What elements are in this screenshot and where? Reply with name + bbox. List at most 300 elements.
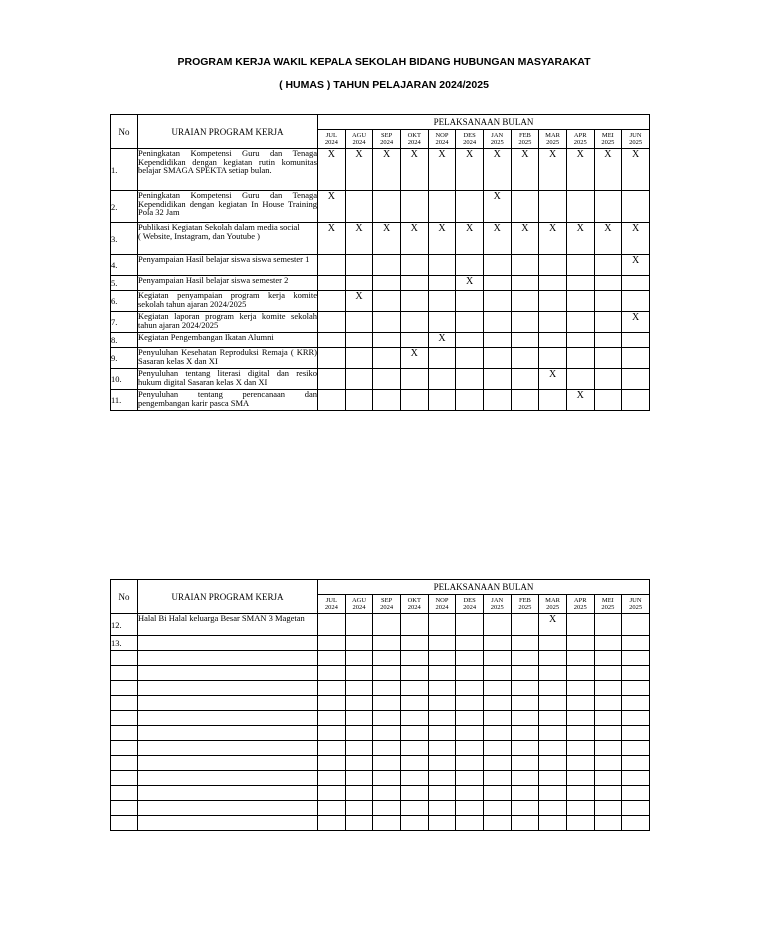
month-name: DES (463, 597, 476, 604)
row-number (111, 786, 138, 801)
month-mark-cell (373, 726, 401, 741)
month-mark-cell (400, 786, 428, 801)
month-year: 2024 (352, 139, 366, 146)
month-mark-cell (345, 756, 373, 771)
month-mark-cell: X (483, 223, 511, 255)
month-header (373, 130, 401, 149)
month-mark-cell (456, 651, 484, 666)
month-mark-cell (456, 333, 484, 348)
month-mark-cell (539, 255, 567, 276)
month-mark-cell (483, 756, 511, 771)
row-number (111, 771, 138, 786)
month-mark-cell: X (483, 191, 511, 223)
month-mark-cell (566, 255, 594, 276)
month-mark-cell (483, 636, 511, 651)
month-name: OKT (407, 132, 421, 139)
month-mark-cell (539, 756, 567, 771)
month-header (566, 595, 594, 614)
row-description: Peningkatan Kompetensi Guru dan Tenaga Kependidikan dengan kegiatan In House Training Pola 32 Jam (138, 191, 318, 223)
month-mark-cell (373, 369, 401, 390)
month-mark-cell (483, 333, 511, 348)
month-mark-cell (318, 711, 346, 726)
month-mark-cell (511, 696, 539, 711)
month-mark-cell (373, 276, 401, 291)
month-mark-cell (400, 276, 428, 291)
month-mark-cell: X (539, 614, 567, 636)
month-header (483, 595, 511, 614)
month-year: 2024 (324, 139, 338, 146)
month-mark-cell (373, 312, 401, 333)
month-mark-cell (566, 369, 594, 390)
month-name: MAR (545, 597, 560, 604)
row-number (111, 696, 138, 711)
row-description: Penyampaian Hasil belajar siswa semester 2 (138, 276, 318, 291)
month-mark-cell (345, 771, 373, 786)
month-mark-cell (483, 726, 511, 741)
month-mark-cell: X (318, 223, 346, 255)
month-header (400, 595, 428, 614)
month-header (566, 130, 594, 149)
month-mark-cell (566, 636, 594, 651)
month-header (622, 595, 650, 614)
month-mark-cell (318, 255, 346, 276)
month-mark-cell (566, 291, 594, 312)
month-year: 2024 (380, 139, 394, 146)
month-year: 2025 (601, 604, 615, 611)
month-mark-cell (428, 786, 456, 801)
month-mark-cell (456, 614, 484, 636)
month-year: 2025 (546, 139, 560, 146)
month-header (539, 130, 567, 149)
month-mark-cell (566, 312, 594, 333)
row-description (138, 636, 318, 651)
header-no: No (111, 115, 138, 149)
month-mark-cell (539, 816, 567, 831)
month-mark-cell (594, 756, 622, 771)
month-name: MEI (601, 597, 614, 604)
month-header (456, 130, 484, 149)
month-mark-cell (594, 771, 622, 786)
month-mark-cell (345, 369, 373, 390)
month-mark-cell: X (345, 291, 373, 312)
month-mark-cell: X (373, 149, 401, 191)
month-header (318, 130, 346, 149)
row-description: Penyampaian Hasil belajar siswa siswa semester 1 (138, 255, 318, 276)
month-mark-cell (483, 696, 511, 711)
month-mark-cell (622, 333, 650, 348)
month-mark-cell (566, 276, 594, 291)
month-mark-cell (483, 741, 511, 756)
month-mark-cell (622, 614, 650, 636)
month-mark-cell (373, 801, 401, 816)
month-mark-cell (622, 191, 650, 223)
table-row (111, 711, 650, 726)
month-name: SEP (381, 132, 393, 139)
month-mark-cell (511, 651, 539, 666)
month-mark-cell: X (456, 223, 484, 255)
month-mark-cell (622, 681, 650, 696)
month-mark-cell (566, 666, 594, 681)
month-mark-cell (539, 711, 567, 726)
table-row (111, 223, 650, 255)
header-pelaksanaan: PELAKSANAAN BULAN (318, 115, 650, 130)
month-mark-cell (539, 312, 567, 333)
row-description: Halal Bi Halal keluarga Besar SMAN 3 Magetan (138, 614, 318, 636)
month-mark-cell (539, 741, 567, 756)
document-subtitle: ( HUMAS ) TAHUN PELAJARAN 2024/2025 (279, 79, 489, 91)
month-mark-cell (345, 681, 373, 696)
month-mark-cell (622, 348, 650, 369)
month-mark-cell (566, 711, 594, 726)
row-description (138, 681, 318, 696)
month-name: JUL (325, 132, 337, 139)
month-mark-cell (428, 255, 456, 276)
month-mark-cell (594, 348, 622, 369)
month-header (539, 595, 567, 614)
header-row (111, 580, 650, 595)
program-table-1 (110, 114, 650, 411)
row-description (138, 726, 318, 741)
month-mark-cell (373, 786, 401, 801)
month-mark-cell (373, 636, 401, 651)
month-mark-cell (594, 786, 622, 801)
month-mark-cell (318, 651, 346, 666)
month-mark-cell (566, 333, 594, 348)
month-mark-cell (345, 191, 373, 223)
month-mark-cell (345, 741, 373, 756)
month-header (345, 130, 373, 149)
row-description: Peningkatan Kompetensi Guru dan Tenaga Kependidikan dengan kegiatan rutin komunitas belajar SMAGA SPEKTA setiap bulan. (138, 149, 318, 191)
month-mark-cell (622, 786, 650, 801)
row-number: 2. (111, 191, 138, 223)
month-mark-cell (345, 666, 373, 681)
month-mark-cell (428, 636, 456, 651)
month-mark-cell (594, 333, 622, 348)
month-mark-cell (511, 636, 539, 651)
month-mark-cell (483, 291, 511, 312)
table-row (111, 801, 650, 816)
month-mark-cell (483, 614, 511, 636)
month-mark-cell (511, 666, 539, 681)
month-mark-cell (428, 816, 456, 831)
month-mark-cell (622, 276, 650, 291)
month-mark-cell (428, 614, 456, 636)
month-mark-cell (345, 614, 373, 636)
month-year: 2025 (490, 604, 504, 611)
month-mark-cell (511, 312, 539, 333)
row-number: 3. (111, 223, 138, 255)
month-year: 2024 (463, 604, 477, 611)
month-mark-cell (345, 801, 373, 816)
month-mark-cell (373, 711, 401, 726)
month-header (456, 595, 484, 614)
month-mark-cell (483, 681, 511, 696)
row-number: 10. (111, 369, 138, 390)
row-number: 5. (111, 276, 138, 291)
month-mark-cell (400, 726, 428, 741)
month-header (594, 595, 622, 614)
month-mark-cell (594, 369, 622, 390)
month-mark-cell (373, 756, 401, 771)
month-mark-cell: X (345, 149, 373, 191)
month-name: FEB (518, 597, 531, 604)
month-mark-cell (456, 369, 484, 390)
month-name: MEI (601, 132, 614, 139)
month-mark-cell: X (318, 191, 346, 223)
row-number (111, 756, 138, 771)
month-name: NOP (435, 597, 449, 604)
month-mark-cell (456, 711, 484, 726)
month-mark-cell (318, 741, 346, 756)
month-mark-cell (566, 756, 594, 771)
month-mark-cell: X (483, 149, 511, 191)
month-header (373, 595, 401, 614)
month-mark-cell (483, 369, 511, 390)
month-mark-cell (428, 191, 456, 223)
month-year: 2025 (629, 604, 643, 611)
month-mark-cell: X (400, 348, 428, 369)
month-header (511, 595, 539, 614)
month-mark-cell (318, 696, 346, 711)
table-row (111, 681, 650, 696)
row-description (138, 696, 318, 711)
month-mark-cell (428, 741, 456, 756)
month-mark-cell (373, 816, 401, 831)
month-mark-cell (345, 636, 373, 651)
month-mark-cell (345, 651, 373, 666)
month-mark-cell (428, 801, 456, 816)
month-mark-cell (566, 816, 594, 831)
table-row (111, 149, 650, 191)
month-mark-cell (566, 681, 594, 696)
month-mark-cell (400, 651, 428, 666)
month-name: FEB (518, 132, 531, 139)
header-no: No (111, 580, 138, 614)
month-name: JUN (629, 132, 642, 139)
month-name: JAN (491, 597, 504, 604)
month-mark-cell (456, 191, 484, 223)
row-description (138, 711, 318, 726)
month-mark-cell (373, 291, 401, 312)
month-header (622, 130, 650, 149)
month-name: OKT (407, 597, 421, 604)
month-header (345, 595, 373, 614)
month-mark-cell: X (400, 149, 428, 191)
month-name: AGU (351, 597, 367, 604)
month-mark-cell (428, 756, 456, 771)
month-mark-cell: X (622, 255, 650, 276)
month-header (428, 130, 456, 149)
month-mark-cell (400, 711, 428, 726)
month-mark-cell: X (345, 223, 373, 255)
row-number (111, 726, 138, 741)
table-row (111, 312, 650, 333)
month-mark-cell (318, 369, 346, 390)
month-mark-cell: X (539, 369, 567, 390)
table-row (111, 291, 650, 312)
month-mark-cell (594, 651, 622, 666)
month-mark-cell (318, 666, 346, 681)
row-number (111, 651, 138, 666)
month-mark-cell (456, 756, 484, 771)
month-mark-cell (539, 696, 567, 711)
month-mark-cell (511, 756, 539, 771)
month-mark-cell (622, 711, 650, 726)
month-mark-cell: X (456, 276, 484, 291)
row-number: 1. (111, 149, 138, 191)
month-mark-cell: X (373, 223, 401, 255)
month-mark-cell (345, 390, 373, 411)
month-mark-cell: X (400, 223, 428, 255)
month-mark-cell (428, 291, 456, 312)
table-row (111, 771, 650, 786)
month-header (483, 130, 511, 149)
month-mark-cell (400, 756, 428, 771)
row-number (111, 681, 138, 696)
month-mark-cell (511, 771, 539, 786)
table-row (111, 390, 650, 411)
month-mark-cell (539, 666, 567, 681)
month-mark-cell (594, 276, 622, 291)
month-mark-cell (373, 771, 401, 786)
month-mark-cell (400, 816, 428, 831)
row-description (138, 756, 318, 771)
month-mark-cell (511, 801, 539, 816)
month-mark-cell (456, 741, 484, 756)
header-row (111, 115, 650, 130)
month-mark-cell: X (566, 223, 594, 255)
month-mark-cell (400, 741, 428, 756)
month-mark-cell (594, 741, 622, 756)
month-mark-cell (539, 771, 567, 786)
month-mark-cell (594, 696, 622, 711)
month-header (318, 595, 346, 614)
month-mark-cell (483, 390, 511, 411)
month-name: AGU (351, 132, 367, 139)
month-mark-cell (622, 756, 650, 771)
month-mark-cell: X (539, 223, 567, 255)
month-year: 2025 (490, 139, 504, 146)
month-mark-cell (511, 786, 539, 801)
row-description: Kegiatan penyampaian program kerja komite sekolah tahun ajaran 2024/2025 (138, 291, 318, 312)
month-mark-cell (594, 726, 622, 741)
month-mark-cell: X (511, 223, 539, 255)
table-row (111, 816, 650, 831)
month-mark-cell (539, 390, 567, 411)
month-mark-cell (373, 614, 401, 636)
row-description (138, 651, 318, 666)
row-description (138, 666, 318, 681)
month-mark-cell (400, 255, 428, 276)
month-year: 2025 (573, 139, 587, 146)
month-mark-cell (373, 191, 401, 223)
month-mark-cell (428, 390, 456, 411)
month-mark-cell (373, 741, 401, 756)
month-mark-cell (622, 816, 650, 831)
month-mark-cell (318, 786, 346, 801)
month-mark-cell: X (622, 223, 650, 255)
month-mark-cell (511, 711, 539, 726)
month-name: NOP (435, 132, 449, 139)
table-row (111, 786, 650, 801)
month-mark-cell (511, 390, 539, 411)
month-mark-cell (622, 666, 650, 681)
row-number: 7. (111, 312, 138, 333)
month-mark-cell (511, 369, 539, 390)
row-description (138, 771, 318, 786)
month-year: 2025 (518, 139, 532, 146)
month-mark-cell: X (594, 149, 622, 191)
month-mark-cell (539, 726, 567, 741)
month-mark-cell (566, 696, 594, 711)
month-mark-cell (345, 786, 373, 801)
row-number (111, 711, 138, 726)
month-mark-cell (456, 636, 484, 651)
month-mark-cell (511, 726, 539, 741)
month-mark-cell (400, 369, 428, 390)
month-mark-cell (400, 390, 428, 411)
month-mark-cell (622, 726, 650, 741)
month-mark-cell (511, 255, 539, 276)
month-mark-cell (428, 276, 456, 291)
month-mark-cell (373, 390, 401, 411)
month-mark-cell (456, 666, 484, 681)
table-row (111, 276, 650, 291)
month-mark-cell (345, 333, 373, 348)
row-number (111, 666, 138, 681)
month-mark-cell (566, 726, 594, 741)
month-mark-cell (594, 666, 622, 681)
month-mark-cell (483, 711, 511, 726)
table-row (111, 191, 650, 223)
month-mark-cell (566, 786, 594, 801)
row-description: Penyuluhan tentang literasi digital dan resiko hukum digital Sasaran kelas X dan XI (138, 369, 318, 390)
month-mark-cell (345, 276, 373, 291)
month-mark-cell (456, 801, 484, 816)
month-mark-cell (373, 696, 401, 711)
month-year: 2025 (601, 139, 615, 146)
month-mark-cell (566, 651, 594, 666)
month-header (594, 130, 622, 149)
month-mark-cell (373, 333, 401, 348)
month-mark-cell (400, 191, 428, 223)
month-mark-cell (539, 276, 567, 291)
month-mark-cell (566, 614, 594, 636)
row-description: Publikasi Kegiatan Sekolah dalam media social ( Website, Instagram, dan Youtube ) (138, 223, 318, 255)
month-mark-cell (428, 771, 456, 786)
month-mark-cell (483, 348, 511, 369)
month-mark-cell (400, 636, 428, 651)
document-title: PROGRAM KERJA WAKIL KEPALA SEKOLAH BIDANG HUBUNGAN MASYARAKAT (177, 56, 591, 68)
month-mark-cell (456, 291, 484, 312)
month-mark-cell (318, 291, 346, 312)
row-number: 9. (111, 348, 138, 369)
table-row (111, 348, 650, 369)
row-number (111, 801, 138, 816)
month-year: 2024 (352, 604, 366, 611)
month-mark-cell (594, 390, 622, 411)
month-mark-cell: X (622, 312, 650, 333)
month-mark-cell (318, 636, 346, 651)
month-mark-cell (345, 255, 373, 276)
row-description: Kegiatan laporan program kerja komite sekolah tahun ajaran 2024/2025 (138, 312, 318, 333)
month-mark-cell (456, 816, 484, 831)
month-mark-cell (318, 312, 346, 333)
month-mark-cell (539, 291, 567, 312)
month-mark-cell (511, 333, 539, 348)
month-year: 2024 (435, 604, 449, 611)
month-mark-cell: X (622, 149, 650, 191)
